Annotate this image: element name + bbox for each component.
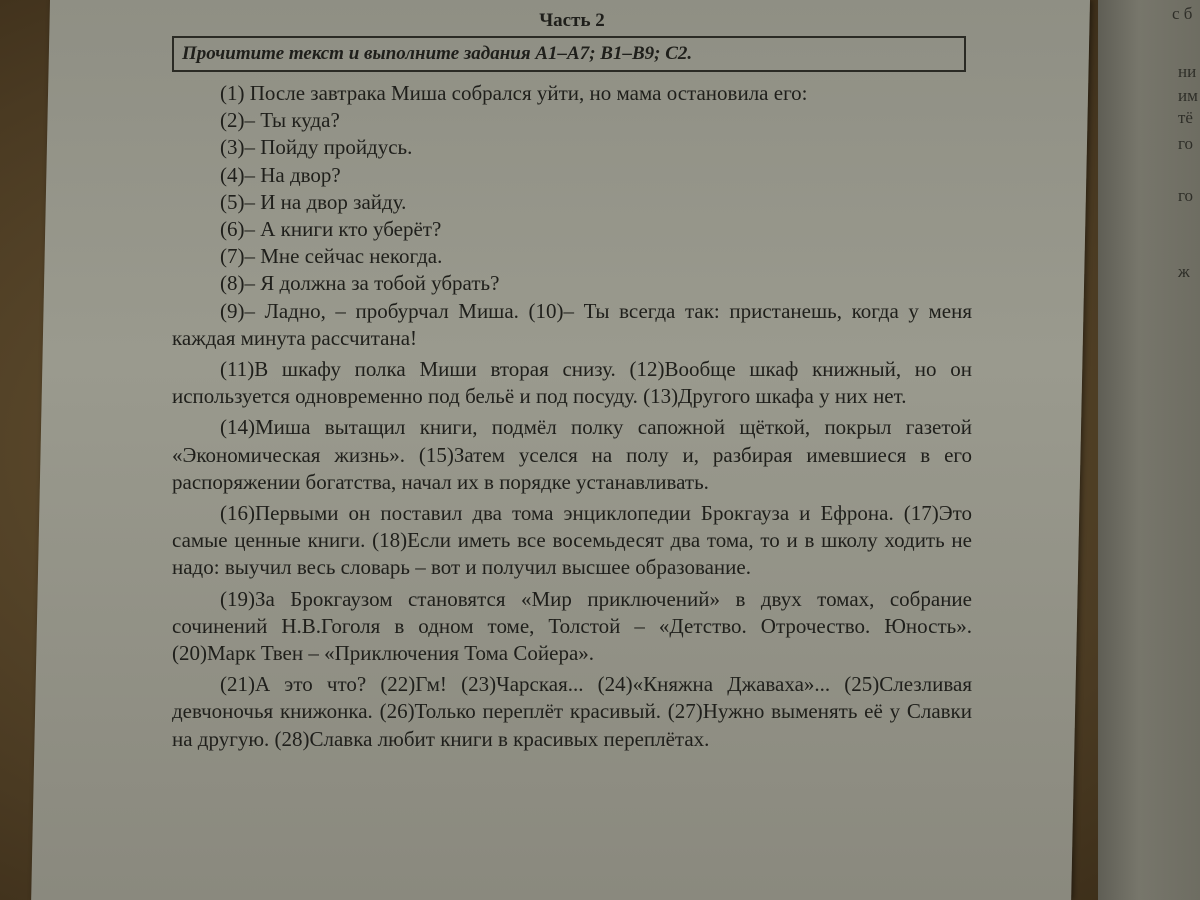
dialogue-line: (4)– На двор? <box>220 162 341 187</box>
story-text <box>172 80 972 753</box>
right-page-fragment: го <box>1178 134 1194 153</box>
right-page-fragment: го <box>1178 186 1194 205</box>
adjacent-page <box>1098 0 1200 900</box>
dialogue-line: (8)– Я должна за тобой убрать? <box>220 271 500 296</box>
paragraph: (11)В шкафу полка Миши вторая снизу. (12)Вообще шкаф книжный, но он используется одновременно под бельё и под посуду. (13)Другого шкафа у них нет. <box>172 357 972 409</box>
dialogue-line: (3)– Пойду пройдусь. <box>220 135 413 160</box>
right-page-fragment: тё <box>1178 108 1193 127</box>
right-page-fragment: ж <box>1178 262 1190 281</box>
task-instruction-box: Прочитите текст и выполните задания А1–А7; В1–В9; С2. <box>172 36 966 72</box>
part-title: Часть 2 <box>539 10 605 31</box>
dialogue-line: (6)– А книги кто уберёт? <box>220 217 442 242</box>
dialogue-line: (5)– И на двор зайду. <box>220 189 407 214</box>
right-page-fragment: им <box>1178 86 1198 105</box>
paragraph: (16)Первыми он поставил два тома энциклопедии Брокгауза и Ефрона. (17)Это самые ценные книги. (18)Если иметь все восемьдесят два тома, то и в школу ходить не надо: выучил весь словарь – вот и получил высшее образование. <box>172 501 972 580</box>
dialogue-line: (7)– Мне сейчас некогда. <box>220 244 443 269</box>
paragraph: (21)А это что? (22)Гм! (23)Чарская... (24)«Княжна Джаваха»... (25)Слезливая девчоночья книжонка. (26)Только переплёт красивый. (27)Нужно выменять её у Славки на другую. (28)Славка любит книги в красивых переплётах. <box>172 672 972 751</box>
right-page-fragment: с б <box>1172 4 1193 23</box>
dialogue-line: (2)– Ты куда? <box>220 108 340 133</box>
dialogue-line: (1) После завтрака Миша собрался уйти, но мама остановила его: <box>220 81 808 105</box>
right-page-fragment: ни <box>1178 62 1197 81</box>
paragraph: (14)Миша вытащил книги, подмёл полку сапожной щёткой, покрыл газетой «Экономическая жизнь». (15)Затем уселся на полу и, разбирая имевшиеся в его распоряжении богатства, начал их в порядке устанавливать. <box>172 415 972 494</box>
document-content <box>172 10 972 757</box>
paragraph: (19)За Брокгаузом становятся «Мир приключений» в двух томах, собрание сочинений Н.В.Гоголя в одном томе, Толстой – «Детство. Отрочество. Юность». (20)Марк Твен – «Приключения Тома Сойера». <box>172 586 972 666</box>
paragraph: (9)– Ладно, – пробурчал Миша. (10)– Ты всегда так: пристанешь, когда у меня каждая минута рассчитана! <box>172 298 972 350</box>
